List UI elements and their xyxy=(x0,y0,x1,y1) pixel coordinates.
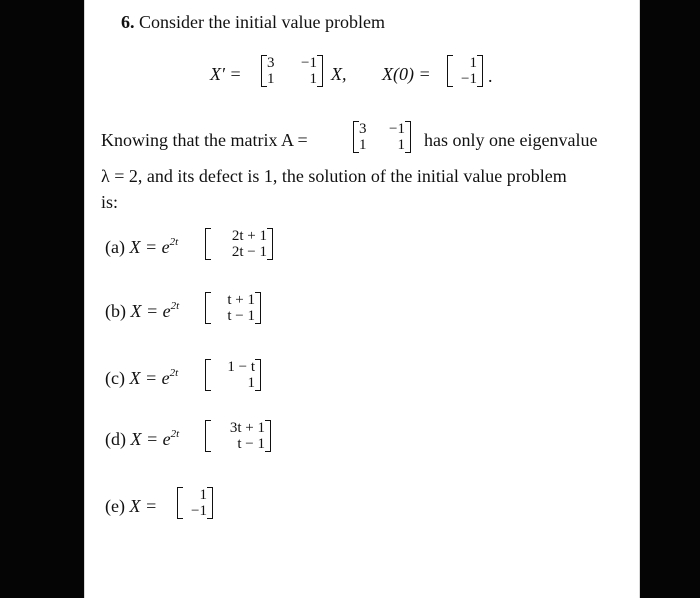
ode-matrix xyxy=(261,55,323,87)
exp-power: 2t xyxy=(170,428,180,440)
matrix-A-cell: 1 xyxy=(359,137,367,153)
vector-cell: 1 − t xyxy=(227,359,255,375)
ode-matrix-cell: 1 xyxy=(309,71,317,87)
ic-lhs: X(0) = xyxy=(382,64,431,84)
option-label: (d) xyxy=(105,429,126,449)
left-dark-margin xyxy=(0,0,84,598)
ode-matrix-cell: −1 xyxy=(301,55,317,71)
option-a xyxy=(105,237,178,257)
exp-base: e xyxy=(162,301,171,321)
ode-tail: X, xyxy=(331,64,347,84)
ode-matrix-cell: 3 xyxy=(267,55,275,71)
option-label: (c) xyxy=(105,368,125,388)
vector-cell: 1 xyxy=(199,487,207,503)
exp-base: e xyxy=(162,429,171,449)
problem-heading xyxy=(121,12,385,32)
matrix-A-cell: −1 xyxy=(389,121,405,137)
option-lhs: X = xyxy=(130,301,159,321)
vector-cell: t + 1 xyxy=(227,292,255,308)
vector-cell: 3t + 1 xyxy=(229,420,265,436)
exp-base: e xyxy=(161,368,170,388)
vector-cell: 2t − 1 xyxy=(231,244,267,260)
option-lhs: X = xyxy=(129,237,158,257)
option-b-vector xyxy=(205,292,261,324)
option-lhs: X = xyxy=(130,429,159,449)
ic-tail: . xyxy=(488,66,493,86)
option-label: (b) xyxy=(105,301,126,321)
option-lhs: X = xyxy=(129,368,158,388)
option-lhs: X = xyxy=(129,496,158,516)
exp-power: 2t xyxy=(169,236,179,248)
option-e-vector xyxy=(177,487,213,519)
document-page xyxy=(84,0,640,598)
ic-vector-cell: 1 xyxy=(469,55,477,71)
problem-line-2: λ = 2, and its defect is 1, the solution of the initial value problem xyxy=(101,166,567,186)
vector-cell: t − 1 xyxy=(237,436,265,452)
ode-matrix-cell: 1 xyxy=(267,71,275,87)
option-b xyxy=(105,301,179,321)
problem-intro: Consider the initial value problem xyxy=(139,12,385,32)
option-d-vector xyxy=(205,420,271,452)
option-a-vector xyxy=(205,228,273,260)
option-label: (a) xyxy=(105,237,125,257)
knowing-text-b: has only one eigenvalue xyxy=(424,130,598,150)
knowing-text-a: Knowing that the matrix A = xyxy=(101,130,308,150)
option-c xyxy=(105,368,178,388)
ic-vector-cell: −1 xyxy=(461,71,477,87)
matrix-A-cell: 3 xyxy=(359,121,367,137)
vector-cell: −1 xyxy=(191,503,207,519)
option-d xyxy=(105,429,179,449)
option-label: (e) xyxy=(105,496,125,516)
problem-line-3: is: xyxy=(101,192,119,212)
ode-lhs: X′ = xyxy=(210,64,242,84)
right-dark-margin xyxy=(638,0,700,598)
problem-number: 6. xyxy=(121,12,135,32)
option-c-vector xyxy=(205,359,261,391)
vector-cell: t − 1 xyxy=(227,308,255,324)
matrix-A xyxy=(353,121,411,153)
exp-power: 2t xyxy=(170,300,180,312)
option-e xyxy=(105,496,157,516)
exp-power: 2t xyxy=(169,367,179,379)
exp-base: e xyxy=(161,237,170,257)
vector-cell: 2t + 1 xyxy=(231,228,267,244)
ic-vector xyxy=(447,55,483,87)
matrix-A-cell: 1 xyxy=(397,137,405,153)
vector-cell: 1 xyxy=(247,375,255,391)
